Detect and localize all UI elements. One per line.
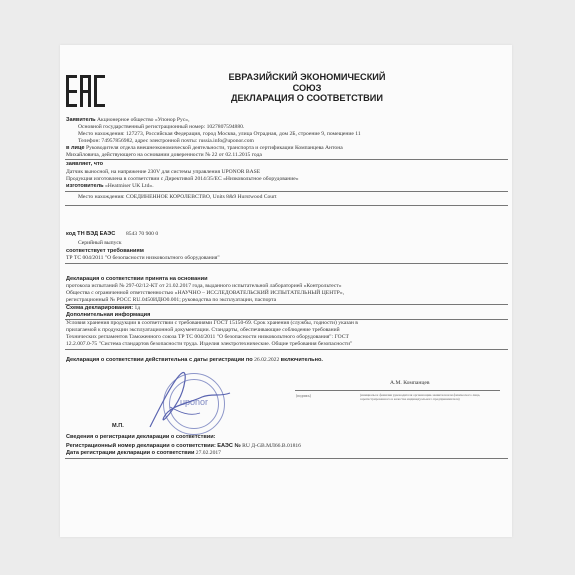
registration-number-prefix: ЕАЭС № xyxy=(217,443,241,449)
applicant-row xyxy=(66,117,190,124)
handwritten-signature xyxy=(130,367,250,437)
divider xyxy=(65,263,508,264)
tn-code-value: 8543 70 900 0 xyxy=(126,231,159,237)
product-directive: Продукция изготовлена в соответствии с Директивой 2014/35/ЕС «Низковольтное оборудование» xyxy=(66,176,299,182)
manufacturer-row xyxy=(66,183,154,190)
divider xyxy=(65,458,508,459)
divider xyxy=(65,205,508,206)
basis-line-3: регистрационный № РОСС RU.0450ИДЮ0.001; руководства по эксплуатации, паспорта xyxy=(66,297,277,303)
manufacturer-label: изготовитель xyxy=(66,183,104,189)
registration-number-row xyxy=(66,443,301,450)
basis-label: Декларация о соответствии принята на основании xyxy=(66,276,208,282)
stamp-text: uponor xyxy=(179,397,209,407)
manufacturer-location: Место нахождения: СОЕДИНЕННОЕ КОРОЛЕВСТВО, Units 8&9 Hurstwood Court xyxy=(78,194,277,200)
applicant-person: Руководителя отдела внешнеэкономической деятельности, транспорта и сертификации Компанцева Антона xyxy=(85,145,343,151)
signature-caption: (подпись) xyxy=(296,394,311,398)
additional-label: Дополнительная информация xyxy=(66,312,151,318)
divider xyxy=(65,191,508,192)
scheme-label: Схема декларирования: xyxy=(66,305,134,311)
basis-line-2: Общества с ограниченной ответственностью «НАУЧНО – ИССЛЕДОВАТЕЛЬСКИЙ ИСПЫТАТЕЛЬНЫЙ ЦЕНТР», xyxy=(66,290,345,296)
additional-line-4: 12.2.007.0-75 "Система стандартов безопасности труда. Изделия электротехнические. Общие требования безопасности" xyxy=(66,341,353,347)
title-line-3: ДЕКЛАРАЦИЯ О СООТВЕТСТВИИ xyxy=(230,93,384,103)
manufacturer-name: «Heatmiser UK Ltd». xyxy=(104,183,154,189)
applicant-name: Акционерное общество «Упонор Рус», xyxy=(97,117,190,123)
applicant-label: Заявитель xyxy=(66,117,96,123)
registration-label: Сведения о регистрации декларации о соответствии: xyxy=(66,434,216,440)
basis-line-1: протокола испытаний № 297-02/12-КТ от 21.02.2017 года, выданного испытательной лабораторией «Контрольтест» xyxy=(66,283,342,289)
signer-name: А.М. Компанцев xyxy=(390,380,430,386)
validity-suffix: включительно. xyxy=(280,357,323,363)
validity-date: 26.02.2022 xyxy=(254,357,280,363)
divider xyxy=(65,349,508,350)
validity-text: Декларация о соответствии действительна с даты регистрации по xyxy=(66,357,253,363)
product-name: Датчик выносной, на напряжение 230V для системы управления UPONOR BASE xyxy=(66,169,261,175)
serial-production: Серийный выпуск xyxy=(78,240,122,246)
document-title xyxy=(192,72,422,104)
additional-line-3: Технических регламентов Таможенного союза ТР ТС 004/2011 "О безопасности низковольтного оборудования": ГОСТ xyxy=(66,334,349,340)
applicant-address: Место нахождения: 127273, Российская Федерация, город Москва, улица Отрадная, дом 2Б, строение 9, помещение 11 xyxy=(78,131,361,137)
tn-code-label: код ТН ВЭД ЕАЭС xyxy=(66,231,116,237)
registration-date-row xyxy=(66,450,221,457)
scheme-row xyxy=(66,305,140,312)
registration-number: RU Д-GB.МЛ66.В.01816 xyxy=(242,443,301,449)
applicant-person-2: Михайловича, действующего на основании доверенности № 22 от 02.11.2015 года xyxy=(66,152,262,158)
signer-caption: (инициалы и фамилия руководителя организации-заявителя или физического лица, зарегистрированного в качестве индивидуального предпринимателя) xyxy=(360,393,481,401)
requirements-value: ТР ТС 004/2011 "О безопасности низковольтного оборудования" xyxy=(66,255,220,261)
applicant-phone: Телефон: 74957856982, адрес электронной почты: russia.info@uponor.com xyxy=(78,138,254,144)
eac-logo xyxy=(66,75,108,115)
registration-date-label: Дата регистрации декларации о соответствии xyxy=(66,450,195,456)
person-label: в лице xyxy=(66,145,85,151)
validity-row xyxy=(66,357,323,364)
declaration-page xyxy=(60,45,512,537)
divider xyxy=(65,159,508,160)
scheme-value: 1д xyxy=(134,305,141,311)
registration-date: 27.02.2017 xyxy=(195,450,221,456)
registration-number-label: Регистрационный номер декларации о соответствии: xyxy=(66,443,216,449)
additional-line-2: прилагаемой к продукции эксплуатационной документации. Стандарты, обеспечивающие соблюдение требований xyxy=(66,327,340,333)
declares-label: заявляет, что xyxy=(66,161,104,167)
requirements-label: соответствует требованиям xyxy=(66,248,144,254)
additional-line-1: Условия хранения продукции в соответствии с требованиями ГОСТ 15150-69. Срок хранения (службы, годности) указан в xyxy=(66,320,358,326)
applicant-person-row xyxy=(66,145,343,152)
title-line-2: СОЮЗ xyxy=(292,82,322,93)
signature-line xyxy=(295,390,500,391)
seal-mp: М.П. xyxy=(112,423,124,429)
title-line-1: ЕВРАЗИЙСКИЙ ЭКОНОМИЧЕСКИЙ xyxy=(228,72,386,82)
applicant-reg: Основной государственный регистрационный номер: 1027807594880. xyxy=(78,124,245,130)
